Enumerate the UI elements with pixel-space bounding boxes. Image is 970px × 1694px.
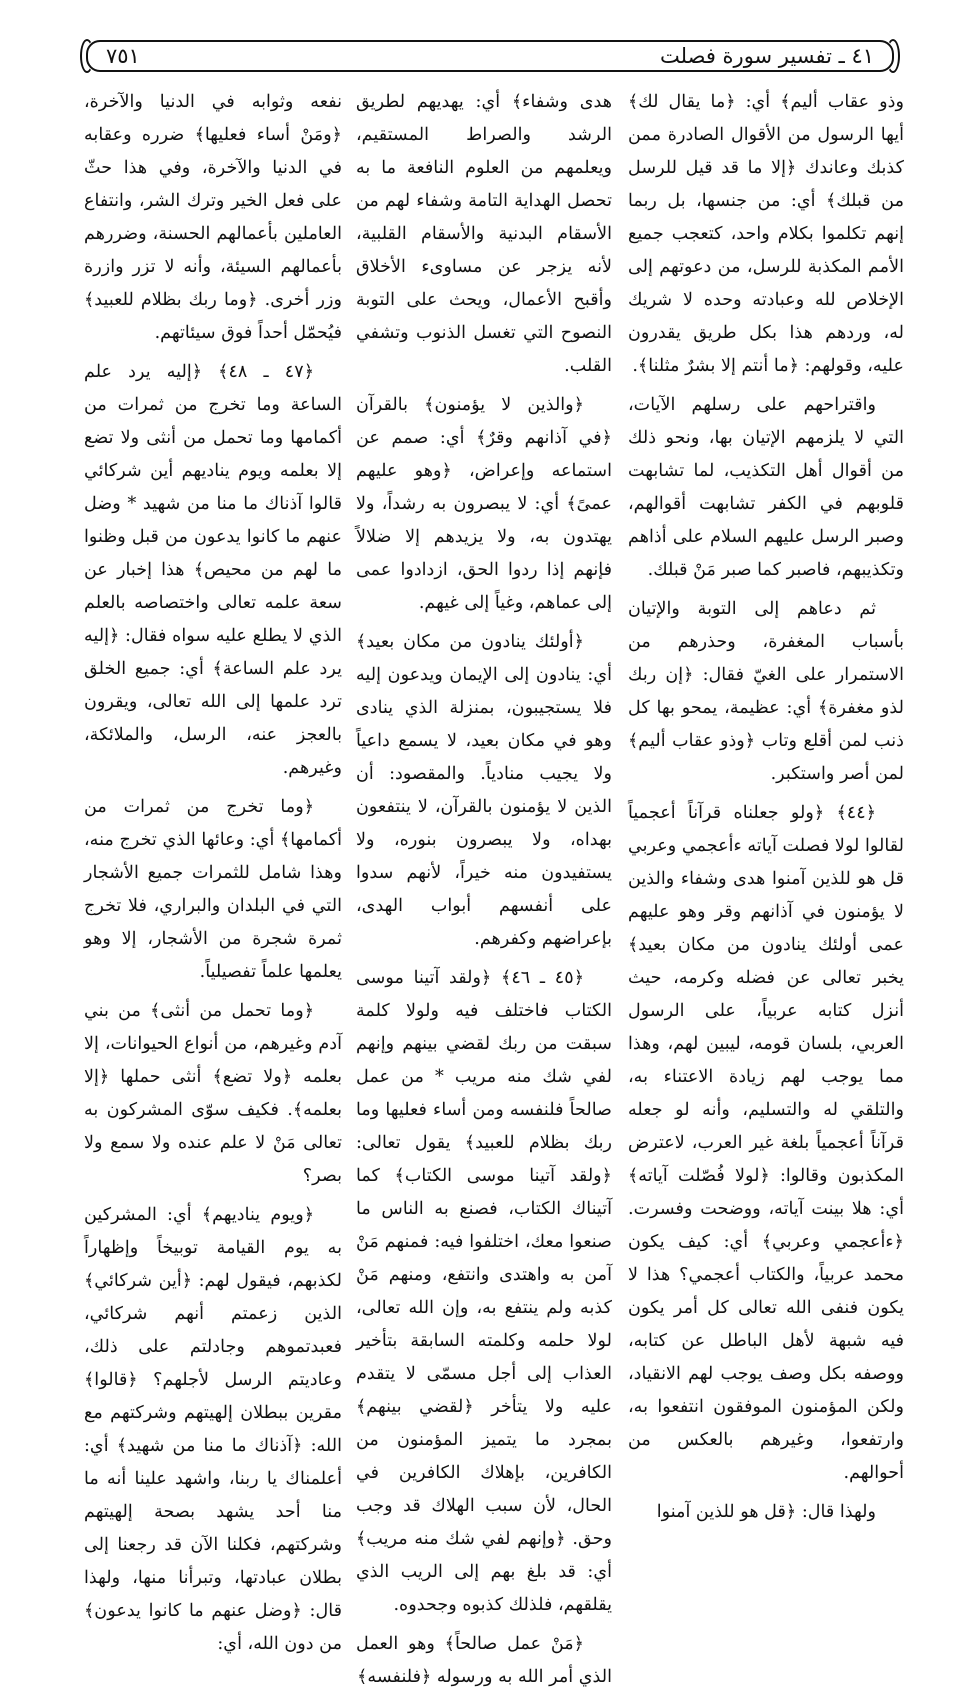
paragraph: واقتراحهم على رسلهم الآيات، التي لا يلزمهم الإتيان بها، ونحو ذلك من أقوال أهل التكذيب، لما تشابهت قلوبهم في الكفر تشابهت أقوالهم، وصبر الرسل عليهم السلام على أذاهم وتكذيبهم، فاصبر كما صبر مَنْ قبلك. <box>628 395 904 580</box>
paragraph: ﴿أولئك ينادون من مكان بعيد﴾ أي: ينادون إلى الإيمان ويدعون إليه فلا يستجيبون، بمنزلة الذي ينادى وهو في مكان بعيد، لا يسمع داعياً ولا يجيب منادياً. والمقصود: أن الذين لا يؤمنون بالقرآن، لا ينتفعون بهداه، ولا يبصرون بنوره، ولا يستفيدون منه خيراً، لأنهم سدوا على أنفسهم أبواب الهدى، بإعراضهم وكفرهم. <box>356 632 612 949</box>
paragraph: هدى وشفاء﴾ أي: يهديهم لطريق الرشد والصراط المستقيم، ويعلمهم من العلوم النافعة ما به تحصل الهداية التامة وشفاء لهم من الأسقام البدنية والأسقام القلبية، لأنه يزجر عن مساوىء الأخلاق وأقبح الأعمال، ويحث على التوبة النصوح التي تغسل الذنوب وتشفي القلب. <box>356 92 612 376</box>
paragraph: ﴿٤٧ ـ ٤٨﴾ ﴿إليه يرد علم الساعة وما تخرج من ثمرات من أكمامها وما تحمل من أنثى ولا تضع إلا بعلمه ويوم يناديهم أين شركائي قالوا آذناك ما منا من شهيد * وضل عنهم ما كانوا يدعون من قبل وظنوا ما لهم من محيص﴾ هذا إخبار عن سعة علمه تعالى واختصاصه بالعلم الذي لا يطلع عليه سواه فقال: ﴿إليه يرد علم الساعة﴾ أي: جميع الخلق ترد علمها إلى الله تعالى، ويقرون بالعجز عنه، الرسل، والملائكة، وغيرهم. <box>84 362 342 778</box>
header-scroll-ornament-right <box>886 39 900 73</box>
paragraph: ﴿والذين لا يؤمنون﴾ بالقرآن ﴿في آذانهم وقرٌ﴾ أي: صمم عن استماعه وإعراض، ﴿وهو عليهم عمىً﴾ أي: لا يبصرون به رشداً، ولا يهتدون به، ولا يزيدهم إلا ضلالاً فإنهم إذا ردوا الحق، ازدادوا عمى إلى عماهم، وغياً إلى غيهم. <box>356 395 612 613</box>
paragraph: ولهذا قال: ﴿قل هو للذين آمنوا <box>656 1502 876 1522</box>
paragraph: ثم دعاهم إلى التوبة والإتيان بأسباب المغفرة، وحذرهم من الاستمرار على الغيّ فقال: ﴿إن ربك لذو مغفرة﴾ أي: عظيمة، يمحو بها كل ذنب لمن أقلع وتاب ﴿وذو عقاب أليم﴾ لمن أصر واستكبر. <box>628 599 904 784</box>
paragraph: ﴿ويوم يناديهم﴾ أي: المشركين به يوم القيامة توبيخاً وإظهاراً لكذبهم، فيقول لهم: ﴿أين شركائي﴾ الذين زعمتم أنهم شركائي، فعبدتموهم وجادلتم على ذلك، وعاديتم الرسل لأجلهم؟ ﴿قالوا﴾ مقرين ببطلان إلهيتهم وشركتهم مع الله: ﴿آذناك ما منا من شهيد﴾ أي: أعلمناك يا ربنا، واشهد علينا أنه ما منا أحد يشهد بصحة إلهيتهم وشركتهم، فكلنا الآن قد رجعنا إلى بطلان عبادتها، وتبرأنا منها، ولهذا قال: ﴿وضل عنهم ما كانوا يدعون﴾ من دون الله، أي: <box>84 1205 342 1654</box>
text-column-middle <box>356 86 612 1687</box>
running-title: ٤١ ـ تفسير سورة فصلت <box>660 44 874 68</box>
paragraph: وذو عقاب أليم﴾ أي: ﴿ما يقال لك﴾ أيها الرسول من الأقوال الصادرة ممن كذبك وعاندك ﴿إلا ما قد قيل للرسل من قبلك﴾ أي: من جنسها، بل ربما إنهم تكلموا بكلام واحد، كتعجب جميع الأمم المكذبة للرسل، من دعوتهم إلى الإخلاص لله وعبادته وحده لا شريك له، وردهم هذا بكل طريق يقدرون عليه، وقولهم: ﴿ما أنتم إلا بشرٌ مثلنا﴾. <box>628 92 904 376</box>
paragraph: ﴿٤٤﴾ ﴿ولو جعلناه قرآناً أعجمياً لقالوا لولا فصلت آياته ءأعجمي وعربي قل هو للذين آمنوا هدى وشفاء والذين لا يؤمنون في آذانهم وقر وهو عليهم عمى أولئك ينادون من مكان بعيد﴾ يخبر تعالى عن فضله وكرمه، حيث أنزل كتابه عربياً، على الرسول العربي، بلسان قومه، ليبين لهم، وهذا مما يوجب لهم زيادة الاعتناء به، والتلقي له والتسليم، وأنه لو جعله قرآناً أعجمياً بلغة غير العرب، لاعترض المكذبون وقالوا: ﴿لولا فُصّلت آياته﴾ أي: هلا بينت آياته، ووضحت وفسرت. ﴿ءأعجمي وعربي﴾ أي: كيف يكون محمد عربياً، والكتاب أعجمي؟ هذا لا يكون فنفى الله تعالى كل أمر يكون فيه شبهة لأهل الباطل عن كتابه، ووصفه بكل وصف يوجب لهم الانقياد، ولكن المؤمنون الموفقون انتفعوا به، وارتفعوا، وغيرهم بالعكس من أحوالهم. <box>628 803 904 1483</box>
paragraph: نفعه وثوابه في الدنيا والآخرة، ﴿ومَنْ أساء فعليها﴾ ضرره وعقابه في الدنيا والآخرة، وفي هذا حثّ على فعل الخير وترك الشر، وانتفاع العاملين بأعمالهم الحسنة، وضررهم بأعمالهم السيئة، وأنه لا تزر وازرة وزر أخرى. ﴿وما ربك بظلام للعبيد﴾ فيُحمّل أحداً فوق سيئاتهم. <box>84 92 342 343</box>
text-column-left <box>84 86 342 1654</box>
text-column-right <box>628 86 904 1522</box>
header-scroll-ornament-left <box>80 39 94 73</box>
page-number: ٧٥١ <box>106 44 140 68</box>
paragraph: ﴿وما تحمل من أنثى﴾ من بني آدم وغيرهم، من أنواع الحيوانات، إلا بعلمه ﴿ولا تضع﴾ أنثى حملها ﴿إلا بعلمه﴾. فكيف سوّى المشركون به تعالى مَنْ لا علم عنده ولا سمع ولا بصر؟ <box>84 1001 342 1186</box>
paragraph: ﴿مَنْ عمل صالحاً﴾ وهو العمل الذي أمر الله به ورسوله ﴿فلنفسه﴾ <box>356 1634 612 1687</box>
paragraph: ﴿٤٥ ـ ٤٦﴾ ﴿ولقد آتينا موسى الكتاب فاختلف فيه ولولا كلمة سبقت من ربك لقضي بينهم وإنهم لفي شك منه مريب * من عمل صالحاً فلنفسه ومن أساء فعليها وما ربك بظلام للعبيد﴾ يقول تعالى: ﴿ولقد آتينا موسى الكتاب﴾ كما آتيناك الكتاب، فصنع به الناس ما صنعوا معك، اختلفوا فيه: فمنهم مَنْ آمن به واهتدى وانتفع، ومنهم مَنْ كذبه ولم ينتفع به، وإن الله تعالى، لولا حلمه وكلمته السابقة بتأخير العذاب إلى أجل مسمّى لا يتقدم عليه ولا يتأخر ﴿لقضي بينهم﴾ بمجرد ما يتميز المؤمنون من الكافرين، بإهلاك الكافرين في الحال، لأن سبب الهلاك قد وجب وحق. ﴿وإنهم لفي شك منه مريب﴾ أي: قد بلغ بهم إلى الريب الذي يقلقهم، فلذلك كذبوه وجحدوه. <box>356 968 612 1615</box>
paragraph: ﴿وما تخرج من ثمرات من أكمامها﴾ أي: وعائها الذي تخرج منه، وهذا شامل للثمرات جميع الأشجار التي في البلدان والبراري، فلا تخرج ثمرة شجرة من الأشجار، إلا وهو يعلمها علماً تفصيلياً. <box>84 797 342 982</box>
page-header <box>86 40 894 72</box>
